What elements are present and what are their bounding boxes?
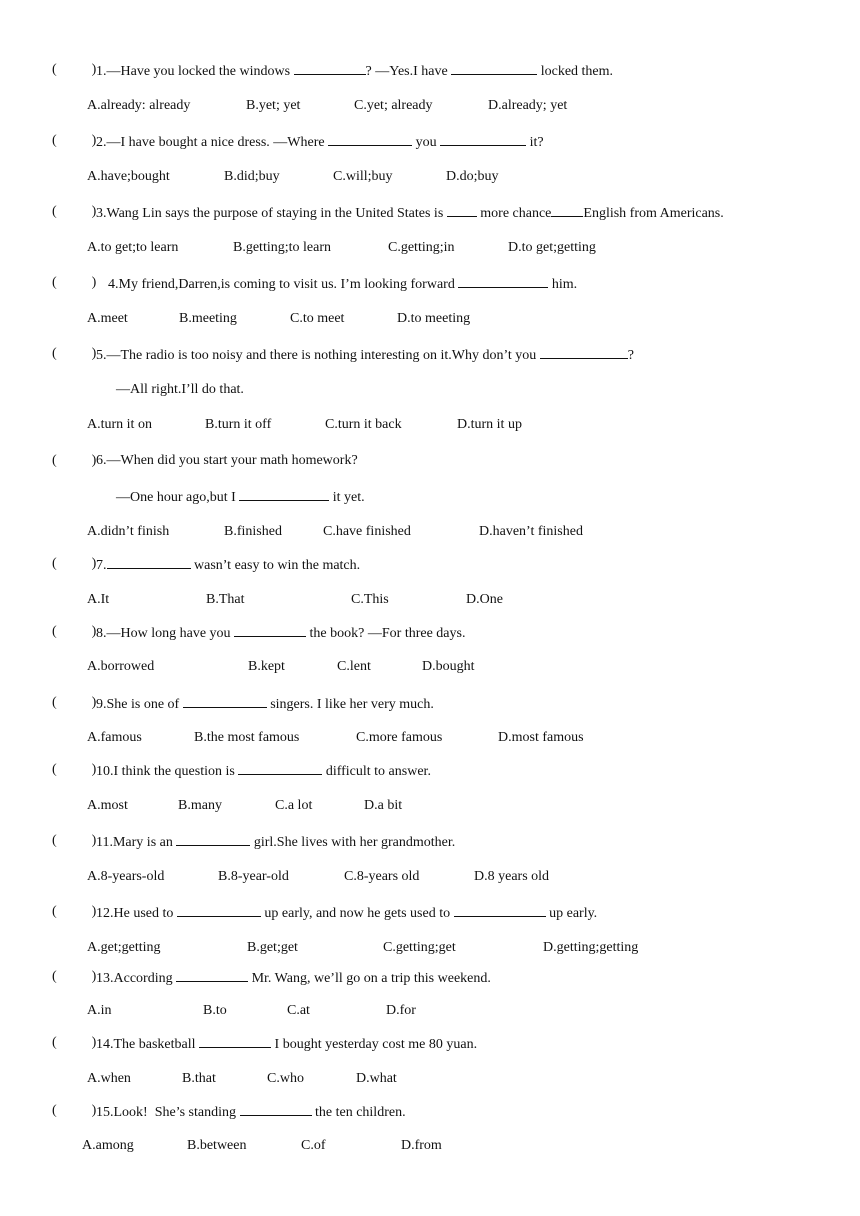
question-text: 7. wasn’t easy to win the match. — [96, 558, 361, 573]
answer-bracket[interactable]: ( ) — [52, 204, 97, 219]
option-b[interactable]: B.8-year-old — [218, 869, 289, 884]
option-c[interactable]: C.turn it back — [325, 417, 402, 432]
option-c[interactable]: C.This — [351, 592, 389, 607]
option-a[interactable]: A.in — [87, 1003, 112, 1018]
option-d[interactable]: D.do;buy — [446, 169, 499, 184]
option-c[interactable]: C.getting;in — [388, 240, 455, 255]
question-text: 15.Look! She’s standing the ten children. — [96, 1105, 406, 1120]
option-c[interactable]: C.a lot — [275, 798, 313, 813]
answer-bracket[interactable]: ( ) — [52, 556, 97, 571]
answer-blank[interactable] — [451, 62, 537, 75]
option-a[interactable]: A.meet — [87, 311, 128, 326]
question-text: 8.—How long have you the book? —For three days. — [96, 626, 466, 641]
option-a[interactable]: A.have;bought — [87, 169, 170, 184]
answer-bracket[interactable]: ( ) — [52, 275, 97, 290]
answer-blank[interactable] — [176, 833, 250, 846]
answer-bracket[interactable]: ( ) — [52, 833, 97, 848]
option-b[interactable]: B.between — [187, 1138, 247, 1153]
question-text: 13.According Mr. Wang, we’ll go on a trip this weekend. — [96, 971, 491, 986]
question-text: 10.I think the question is difficult to answer. — [96, 764, 431, 779]
answer-blank[interactable] — [177, 904, 261, 917]
option-c[interactable]: C.more famous — [356, 730, 443, 745]
answer-blank[interactable] — [234, 624, 306, 637]
answer-blank[interactable] — [458, 275, 548, 288]
option-c[interactable]: C.to meet — [290, 311, 345, 326]
question-text: 9.She is one of singers. I like her very much. — [96, 697, 434, 712]
option-c[interactable]: C.will;buy — [333, 169, 393, 184]
option-c[interactable]: C.8-years old — [344, 869, 420, 884]
answer-bracket[interactable]: ( ) — [52, 695, 97, 710]
question-text: 4.My friend,Darren,is coming to visit us. I’m looking forward him. — [108, 277, 578, 292]
answer-blank[interactable] — [540, 346, 628, 359]
option-d[interactable]: D.to get;getting — [508, 240, 596, 255]
option-c[interactable]: C.have finished — [323, 524, 411, 539]
answer-bracket[interactable]: ( ) — [52, 1103, 97, 1118]
option-b[interactable]: B.kept — [248, 659, 285, 674]
answer-blank[interactable] — [239, 488, 329, 501]
option-a[interactable]: A.famous — [87, 730, 142, 745]
option-c[interactable]: C.at — [287, 1003, 310, 1018]
answer-blank[interactable] — [238, 762, 322, 775]
question-text: 2.—I have bought a nice dress. —Where you it? — [96, 135, 544, 150]
option-c[interactable]: C.of — [301, 1138, 326, 1153]
option-b[interactable]: B.to — [203, 1003, 227, 1018]
answer-blank[interactable] — [440, 133, 526, 146]
option-d[interactable]: D.bought — [422, 659, 475, 674]
option-b[interactable]: B.get;get — [247, 940, 298, 955]
answer-bracket[interactable]: ( ) — [52, 346, 97, 361]
option-b[interactable]: B.many — [178, 798, 222, 813]
option-d[interactable]: D.One — [466, 592, 503, 607]
option-a[interactable]: A.get;getting — [87, 940, 161, 955]
option-b[interactable]: B.the most famous — [194, 730, 300, 745]
question-text: 14.The basketball I bought yesterday cost me 80 yuan. — [96, 1037, 478, 1052]
option-d[interactable]: D.what — [356, 1071, 397, 1086]
answer-bracket[interactable]: ( ) — [52, 969, 97, 984]
question-text: 1.—Have you locked the windows ? —Yes.I have locked them. — [96, 64, 614, 79]
answer-bracket[interactable]: ( ) — [52, 904, 97, 919]
answer-blank[interactable] — [294, 62, 366, 75]
answer-bracket[interactable]: ( ) — [52, 624, 97, 639]
option-a[interactable]: A.turn it on — [87, 417, 152, 432]
answer-bracket[interactable]: ( ) — [52, 62, 97, 77]
answer-bracket[interactable]: ( ) — [52, 453, 97, 468]
option-d[interactable]: D.a bit — [364, 798, 403, 813]
option-b[interactable]: B.that — [182, 1071, 216, 1086]
question-text: 5.—The radio is too noisy and there is nothing interesting on it.Why don’t you ? — [96, 348, 635, 363]
answer-blank[interactable] — [240, 1103, 312, 1116]
option-a[interactable]: A.borrowed — [87, 659, 155, 674]
option-d[interactable]: D.getting;getting — [543, 940, 639, 955]
question-text: 11.Mary is an girl.She lives with her grandmother. — [96, 835, 456, 850]
option-a[interactable]: A.8-years-old — [87, 869, 165, 884]
option-b[interactable]: B.turn it off — [205, 417, 272, 432]
option-d[interactable]: D.for — [386, 1003, 416, 1018]
option-d[interactable]: D.most famous — [498, 730, 584, 745]
option-b[interactable]: B.getting;to learn — [233, 240, 331, 255]
answer-bracket[interactable]: ( ) — [52, 133, 97, 148]
option-c[interactable]: C.getting;get — [383, 940, 456, 955]
reply-text: —All right.I’ll do that. — [116, 382, 244, 397]
option-b[interactable]: B.finished — [224, 524, 282, 539]
option-a[interactable]: A.didn’t finish — [87, 524, 170, 539]
option-b[interactable]: B.That — [206, 592, 245, 607]
option-b[interactable]: B.meeting — [179, 311, 237, 326]
reply-text: —One hour ago,but I it yet. — [116, 490, 365, 505]
option-d[interactable]: D.8 years old — [474, 869, 550, 884]
option-d[interactable]: D.to meeting — [397, 311, 471, 326]
answer-blank[interactable] — [107, 556, 191, 569]
answer-bracket[interactable]: ( ) — [52, 1035, 97, 1050]
answer-blank[interactable] — [176, 969, 248, 982]
question-text: 12.He used to up early, and now he gets used to up early. — [96, 906, 598, 921]
option-d[interactable]: D.from — [401, 1138, 442, 1153]
answer-blank[interactable] — [328, 133, 412, 146]
option-a[interactable]: A.already: already — [87, 98, 191, 113]
question-text: 6.—When did you start your math homework? — [96, 453, 358, 468]
answer-blank[interactable] — [183, 695, 267, 708]
answer-bracket[interactable]: ( ) — [52, 762, 97, 777]
option-d[interactable]: D.already; yet — [488, 98, 568, 113]
answer-blank[interactable] — [199, 1035, 271, 1048]
option-d[interactable]: D.turn it up — [457, 417, 522, 432]
option-c[interactable]: C.lent — [337, 659, 371, 674]
option-b[interactable]: B.yet; yet — [246, 98, 301, 113]
question-text: 3.Wang Lin says the purpose of staying in the United States is more chance English from Americans. — [96, 206, 724, 221]
answer-blank[interactable] — [447, 204, 477, 217]
option-a[interactable]: A.It — [87, 592, 110, 607]
answer-blank[interactable] — [454, 904, 546, 917]
option-b[interactable]: B.did;buy — [224, 169, 280, 184]
option-a[interactable]: A.when — [87, 1071, 131, 1086]
option-a[interactable]: A.to get;to learn — [87, 240, 179, 255]
option-c[interactable]: C.who — [267, 1071, 304, 1086]
option-a[interactable]: A.most — [87, 798, 128, 813]
answer-blank[interactable] — [551, 204, 583, 217]
option-c[interactable]: C.yet; already — [354, 98, 433, 113]
option-d[interactable]: D.haven’t finished — [479, 524, 583, 539]
option-a[interactable]: A.among — [82, 1138, 134, 1153]
